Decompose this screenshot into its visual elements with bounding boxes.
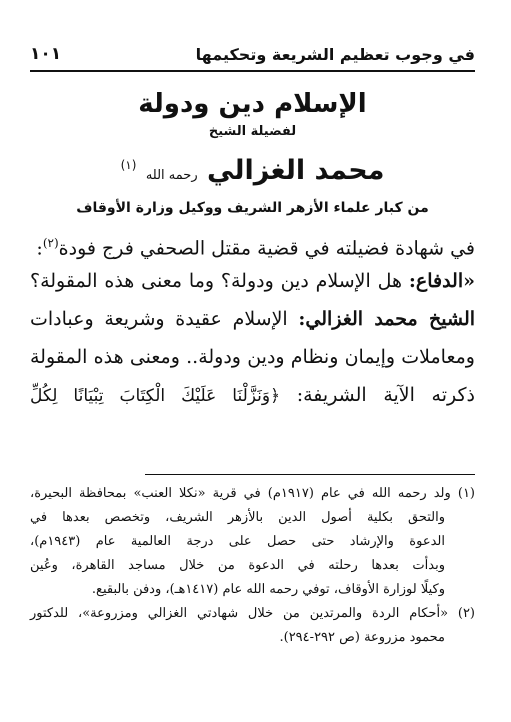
speaker-role: من كبار علماء الأزهر الشريف ووكيل وزارة الأوقاف <box>76 200 429 216</box>
body-line <box>30 262 475 300</box>
body-line <box>30 300 475 338</box>
defense-question: هل الإسلام دين ودولة؟ وما معنى هذه المقولة؟ <box>30 270 403 292</box>
header-rule <box>30 70 475 72</box>
speaker-heading <box>30 146 475 195</box>
footnote-line: وبدأت بعدها رحلته في الدعوة من خلال مساجد القاهرة، وعُين <box>30 558 445 573</box>
sheikh-answer: الإسلام عقيدة وشريعة وعبادات <box>30 308 288 330</box>
footnote-separator <box>145 474 475 475</box>
page-number: ١٠١ <box>30 44 62 64</box>
defense-label: «الدفاع: <box>408 270 475 292</box>
body-line-text: ومعاملات وإيمان ونظام ودين ودولة.. ومعنى هذه المقولة <box>30 346 475 368</box>
footnote-line: (٢) «أحكام الردة والمرتدين من خلال شهادتي الغزالي ومزروعة»، للدكتور <box>30 606 475 621</box>
page-header <box>30 40 475 68</box>
footnote-line: وكيلًا لوزارة الأوقاف، توفي رحمه الله عام (١٤١٧هـ)، ودفن بالبقيع. <box>91 582 445 597</box>
running-title: في وجوب تعظيم الشريعة وتحكيمها <box>195 44 475 64</box>
footnote-ref-2: (٢) <box>42 236 59 250</box>
footnote-line: (١) ولد رحمه الله في عام (١٩١٧م) في قرية «نكلا العنب» بمحافظة البحيرة، <box>30 486 475 501</box>
body-line-text: ذكرته الآية الشريفة: <box>296 384 475 406</box>
sheikh-label: الشيخ محمد الغزالي: <box>298 308 476 330</box>
speaker-name: محمد الغزالي <box>207 155 385 186</box>
quran-verse: ﴿وَنَزَّلْنَا عَلَيْكَ الْكِتَابَ تِبْيَانًا لِكُلِّ <box>30 386 281 406</box>
body-line <box>30 224 475 262</box>
body-line <box>30 338 475 376</box>
footnote-line: محمود مزروعة (ص ٢٩٢-٢٩٤). <box>279 630 445 645</box>
body-line-text: في شهادة فضيلته في قضية مقتل الصحفي فرج فودة <box>58 237 475 260</box>
footnote-line: والتحق بكلية أصول الدين بالأزهر الشريف، وتخصص بعدها في <box>30 510 445 525</box>
article-title: الإسلام دين ودولة <box>138 89 367 119</box>
footnote-ref-1: (١) <box>120 158 137 172</box>
footnote-line: الدعوة والإرشاد حتى حصل على درجة العالمية عام (١٩٤٣م)، <box>30 534 445 549</box>
speaker-blessing: رحمه الله <box>145 168 198 183</box>
body-line-end: : <box>36 237 43 260</box>
body-line <box>30 376 475 414</box>
honorific: لفضيلة الشيخ <box>208 124 297 139</box>
footnotes <box>30 482 475 650</box>
body-text <box>30 224 475 414</box>
